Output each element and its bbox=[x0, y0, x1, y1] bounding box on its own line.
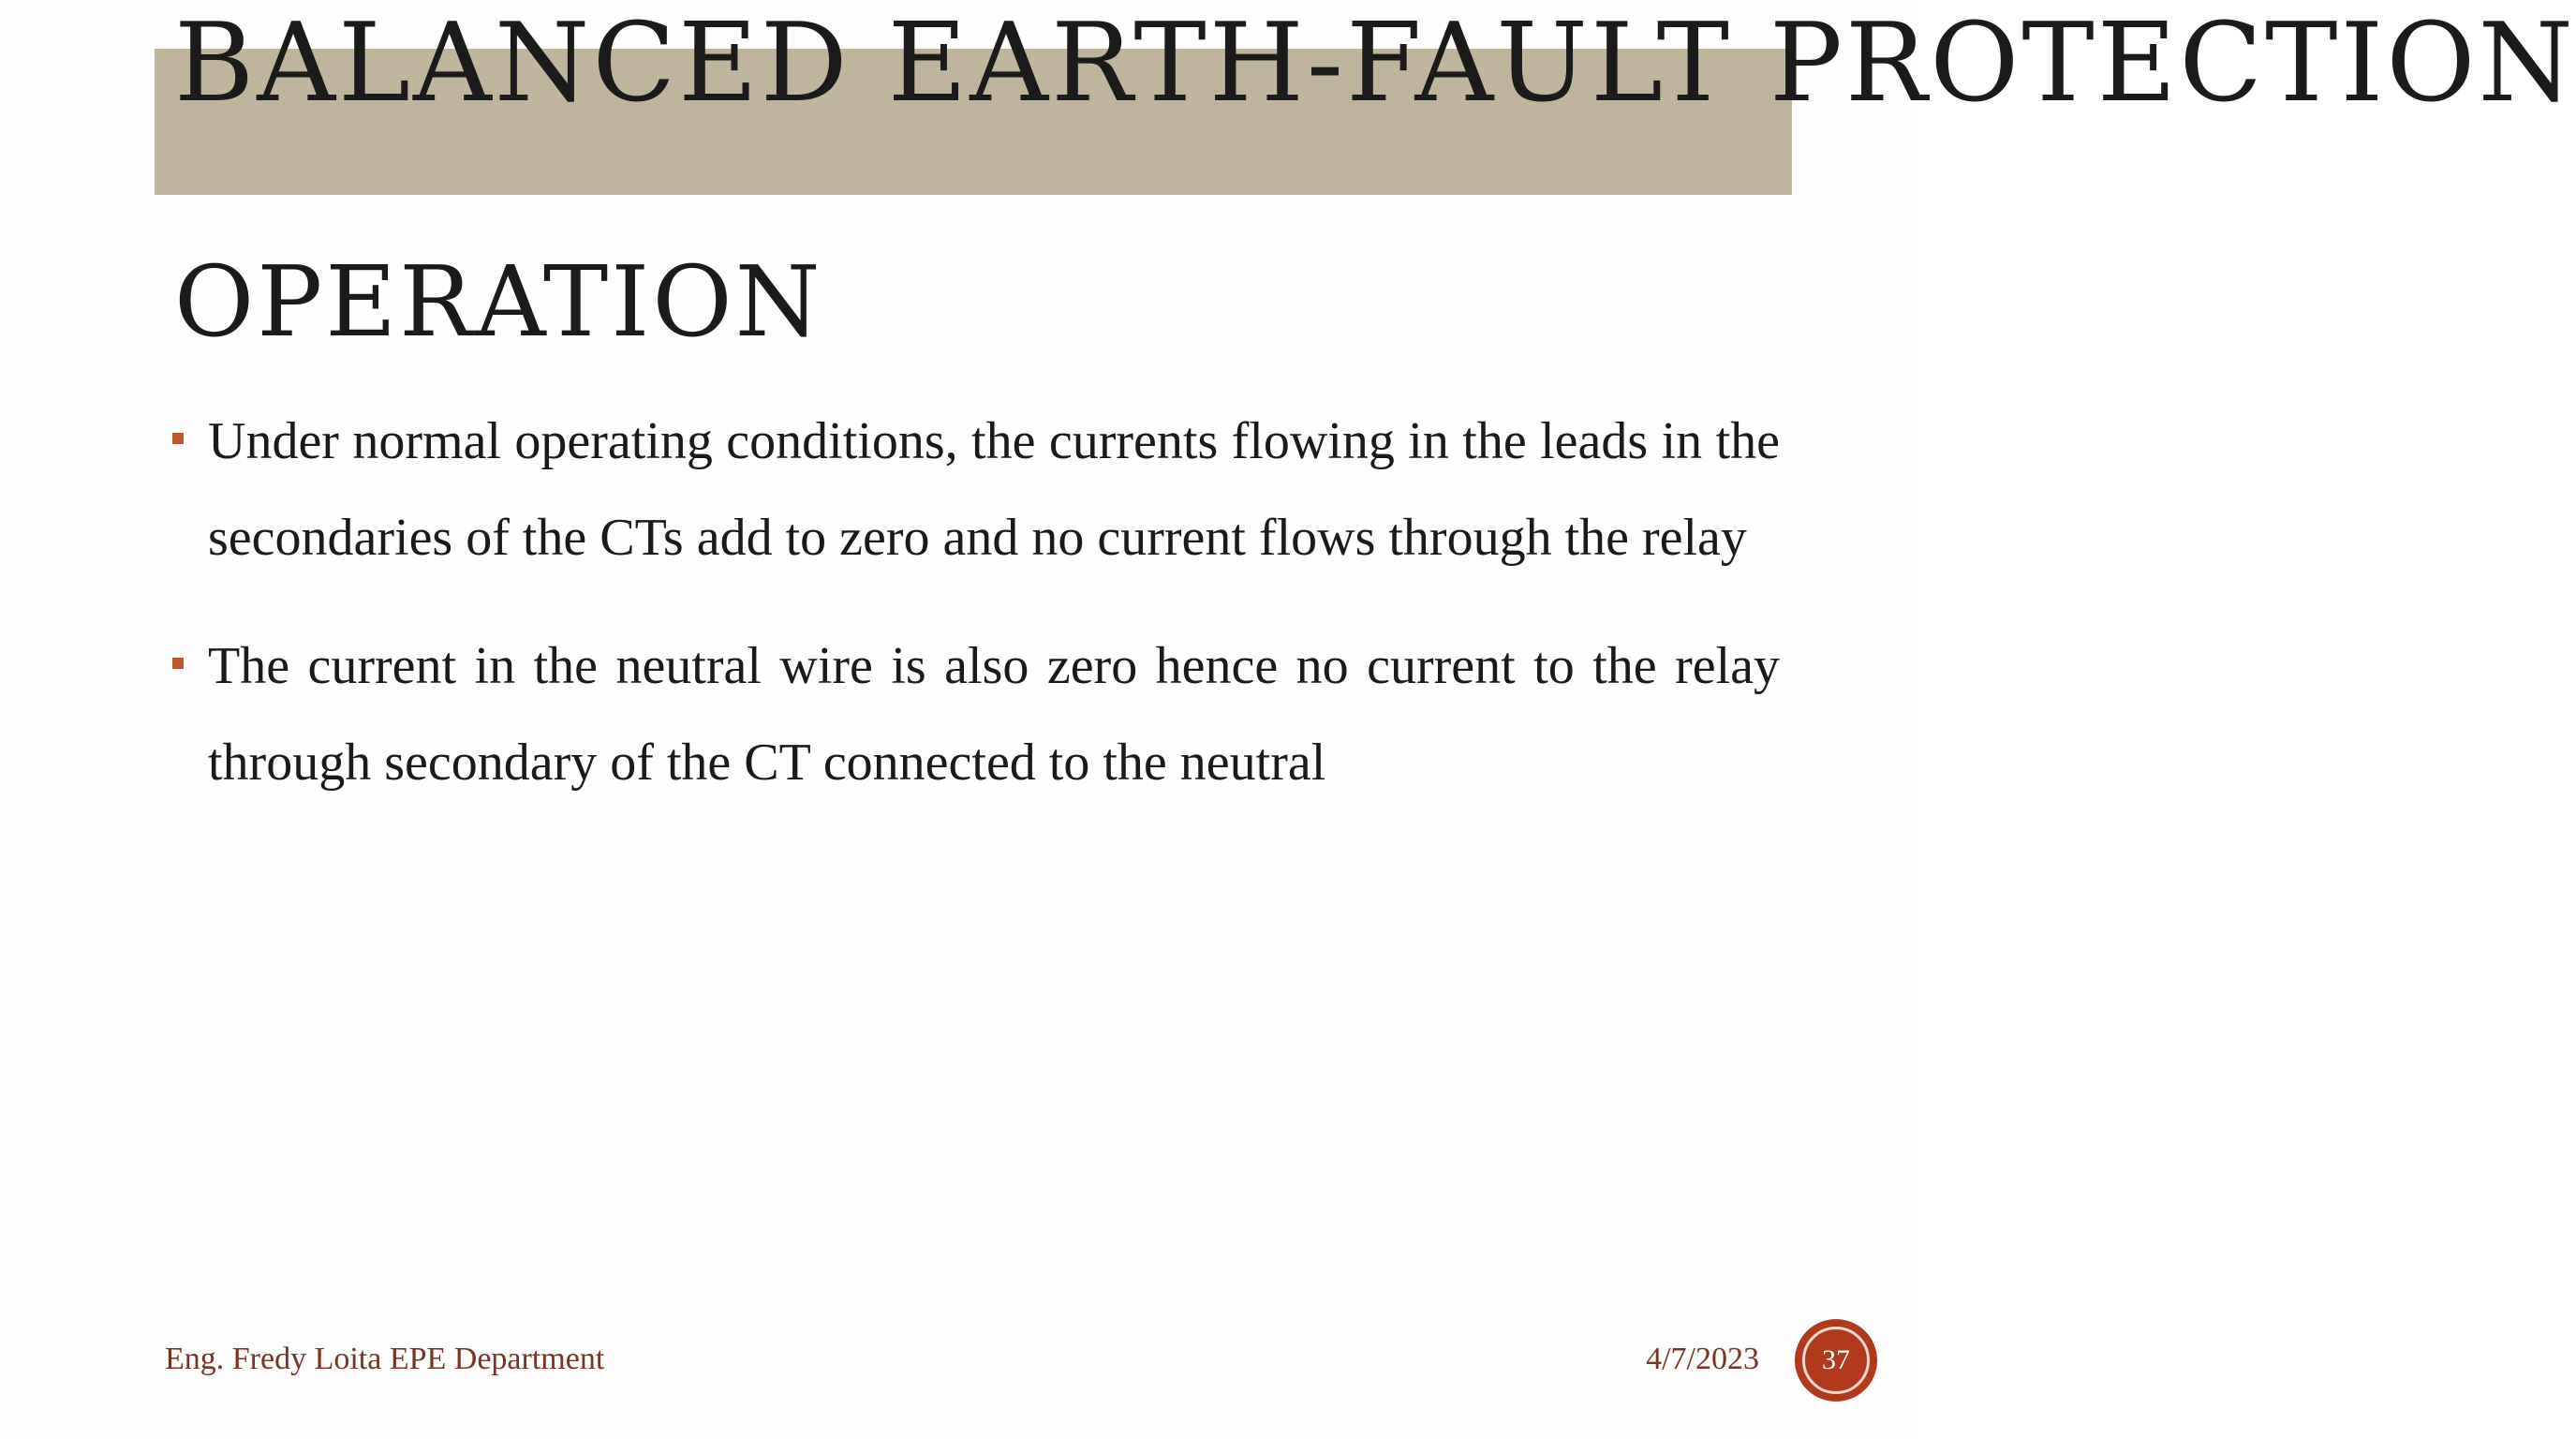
slide-title: BALANCED EARTH-FAULT PROTECTION bbox=[174, 0, 2576, 126]
bullet-text: Under normal operating conditions, the currents flowing in the leads in the secondaries of the CTs add to zero and no current flows through the relay bbox=[208, 412, 1780, 567]
bullet-list bbox=[169, 393, 1780, 843]
slide-subtitle: OPERATION bbox=[174, 245, 823, 359]
footer-date: 4/7/2023 bbox=[1646, 1342, 1759, 1376]
square-bullet-icon bbox=[172, 658, 184, 669]
bullet-item bbox=[169, 618, 1780, 811]
square-bullet-icon bbox=[172, 433, 184, 444]
page-number: 37 bbox=[1802, 1327, 1870, 1394]
bullet-item bbox=[169, 393, 1780, 586]
footer-author: Eng. Fredy Loita EPE Department bbox=[165, 1342, 605, 1376]
bullet-text: The current in the neutral wire is also zero hence no current to the relay through secondary of the CT connected to the neutral bbox=[208, 637, 1780, 792]
page-number-badge bbox=[1795, 1319, 1877, 1402]
